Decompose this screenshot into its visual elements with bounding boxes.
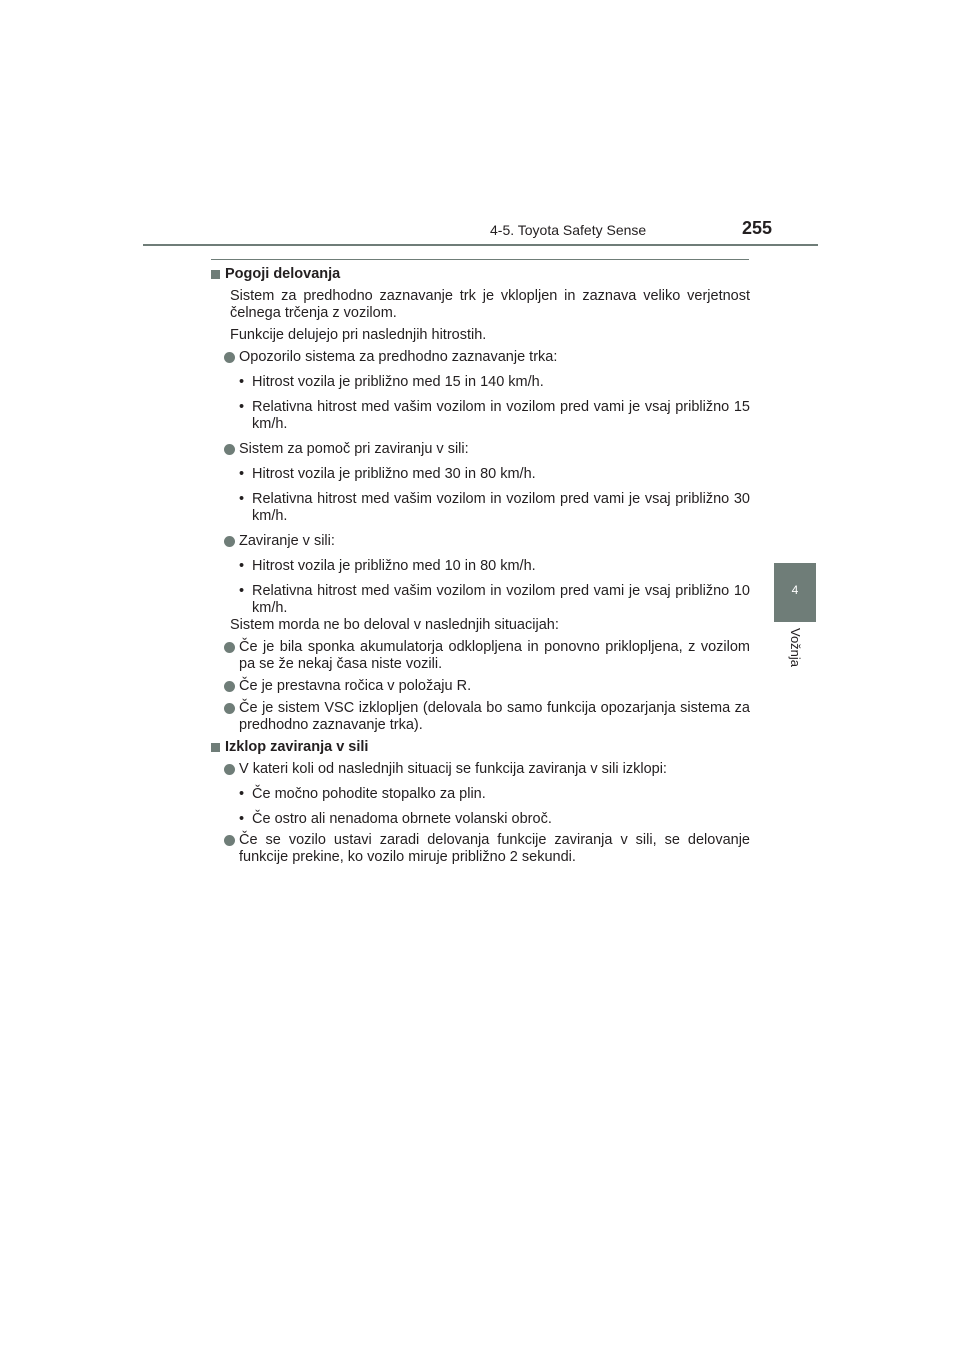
chapter-number: 4 — [791, 583, 799, 597]
dot-bullet-icon: • — [239, 491, 245, 507]
square-bullet-icon — [211, 743, 220, 752]
sub-list-item-text: Če ostro ali nenadoma obrnete volanski obroč. — [252, 811, 552, 827]
circle-bullet-icon — [224, 681, 235, 692]
circle-bullet-icon — [224, 764, 235, 775]
chapter-tab — [774, 563, 816, 622]
list-item-text: Če se vozilo ustavi zaradi delovanja funkcije zaviranja v sili, se delovanje funkcije prekine, ko vozilo miruje približno 2 sekundi. — [239, 832, 750, 865]
sub-list-item-text: Hitrost vozila je približno med 10 in 80 km/h. — [252, 558, 536, 574]
sub-list-item — [211, 491, 750, 525]
list-item — [211, 700, 750, 734]
list-item-text: V kateri koli od naslednjih situacij se funkcija zaviranja v sili izklopi: — [239, 761, 667, 777]
list-item-text: Če je sistem VSC izklopljen (delovala bo samo funkcija opozarjanja sistema za predhodno zaznavanje trka). — [239, 700, 750, 733]
list-item-text: Če je prestavna ročica v položaju R. — [239, 678, 472, 694]
dot-bullet-icon: • — [239, 811, 245, 827]
list-item — [211, 761, 750, 778]
circle-bullet-icon — [224, 835, 235, 846]
list-item-text: Sistem za pomoč pri zaviranju v sili: — [239, 441, 469, 457]
list-item — [211, 678, 750, 695]
dot-bullet-icon: • — [239, 399, 245, 415]
dot-bullet-icon: • — [239, 558, 245, 574]
sub-list-item — [211, 558, 750, 575]
list-item — [211, 639, 750, 673]
sub-list-item — [211, 786, 750, 803]
circle-bullet-icon — [224, 444, 235, 455]
sub-list-item-text: Relativna hitrost med vašim vozilom in vozilom pred vami je vsaj približno 15 km/h. — [252, 399, 750, 432]
circle-bullet-icon — [224, 536, 235, 547]
sub-list-item — [211, 583, 750, 617]
chapter-label: Vožnja — [788, 628, 803, 668]
list-item — [211, 441, 750, 458]
sub-list-item — [211, 811, 750, 828]
list-item-text: Če je bila sponka akumulatorja odklopljena in ponovno priklopljena, z vozilom pa se že nekaj časa niste vozili. — [239, 639, 750, 672]
dot-bullet-icon: • — [239, 466, 245, 482]
page-number: 255 — [742, 218, 773, 238]
heading-emergency-brake-cancel — [211, 739, 750, 756]
heading-text: Pogoji delovanja — [225, 266, 341, 282]
circle-bullet-icon — [224, 703, 235, 714]
dot-bullet-icon: • — [239, 583, 245, 599]
square-bullet-icon — [211, 270, 220, 279]
sub-list-item — [211, 374, 750, 391]
sub-list-item — [211, 466, 750, 483]
list-item — [211, 533, 750, 550]
dot-bullet-icon: • — [239, 374, 245, 390]
paragraph: Sistem morda ne bo deloval v naslednjih situacijah: — [230, 617, 559, 633]
main-content — [211, 266, 750, 871]
sub-list-item-text: Hitrost vozila je približno med 15 in 140 km/h. — [252, 374, 544, 390]
content-divider — [211, 259, 749, 260]
sub-list-item-text: Če močno pohodite stopalko za plin. — [252, 786, 486, 802]
circle-bullet-icon — [224, 642, 235, 653]
heading-operating-conditions — [211, 266, 750, 283]
dot-bullet-icon: • — [239, 786, 245, 802]
heading-text: Izklop zaviranja v sili — [225, 739, 369, 755]
sub-list-item-text: Hitrost vozila je približno med 30 in 80 km/h. — [252, 466, 536, 482]
header-divider — [143, 244, 818, 246]
paragraph: Funkcije delujejo pri naslednjih hitrostih. — [230, 327, 487, 343]
list-item — [211, 832, 750, 866]
sub-list-item-text: Relativna hitrost med vašim vozilom in vozilom pred vami je vsaj približno 30 km/h. — [252, 491, 750, 524]
list-item-text: Opozorilo sistema za predhodno zaznavanje trka: — [239, 349, 558, 365]
sub-list-item — [211, 399, 750, 433]
section-title: 4-5. Toyota Safety Sense — [490, 222, 647, 238]
list-item-text: Zaviranje v sili: — [239, 533, 335, 549]
list-item — [211, 349, 750, 366]
paragraph: Sistem za predhodno zaznavanje trk je vklopljen in zaznava veliko verjetnost čelnega trčenja z vozilom. — [230, 288, 750, 321]
circle-bullet-icon — [224, 352, 235, 363]
sub-list-item-text: Relativna hitrost med vašim vozilom in vozilom pred vami je vsaj približno 10 km/h. — [252, 583, 750, 616]
